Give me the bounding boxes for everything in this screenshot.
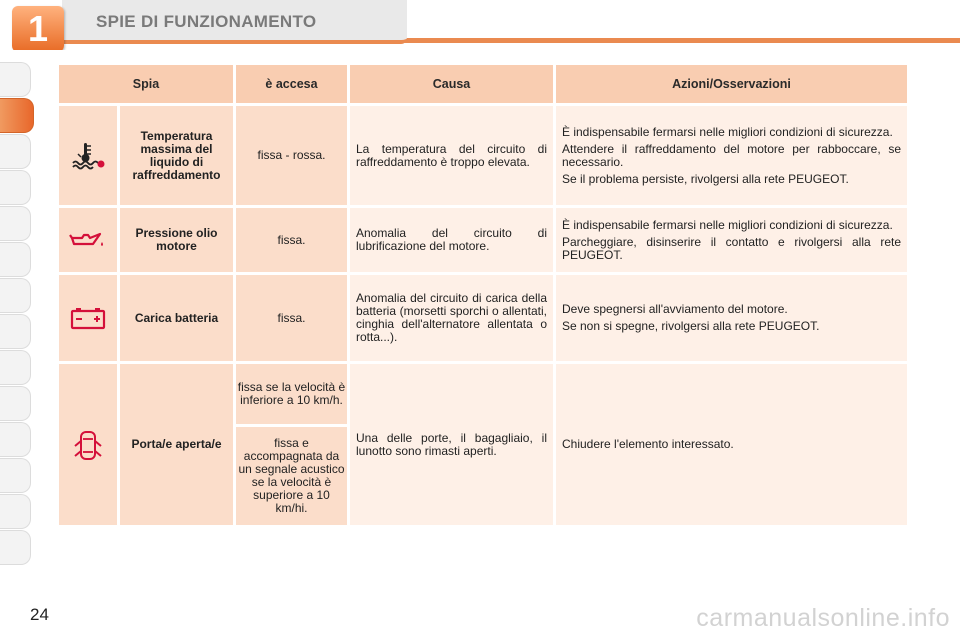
table-header-row <box>59 65 907 103</box>
thumb-tab[interactable] <box>0 350 31 385</box>
action-text: È indispensabile fermarsi nelle migliori condizioni di sicurezza. <box>562 217 893 232</box>
column-header-azioni: Azioni/Osservazioni <box>556 65 907 103</box>
oil-pressure-icon <box>59 208 117 272</box>
thumb-tab[interactable] <box>0 206 31 241</box>
warning-state: fissa e accompagnata da un segnale acustico se la velocità è superiore a 10 km/hi. <box>236 427 347 525</box>
warning-cause: La temperatura del circuito di raffreddamento è troppo elevata. <box>350 106 553 205</box>
thumb-tab[interactable] <box>0 314 31 349</box>
warning-name: Carica batteria <box>120 275 233 361</box>
warning-cause: Anomalia del circuito di lubrificazione del motore. <box>350 208 553 272</box>
warning-lights-table <box>56 62 910 528</box>
table-row <box>59 364 907 424</box>
thumb-tab[interactable] <box>0 386 31 421</box>
warning-cause: Una delle porte, il bagagliaio, il lunotto sono rimasti aperti. <box>350 364 553 525</box>
action-text: Parcheggiare, disinserire il contatto e rivolgersi alla rete PEUGEOT. <box>562 234 901 262</box>
thumb-tab[interactable] <box>0 170 31 205</box>
thumb-tab[interactable] <box>0 530 31 565</box>
action-text: È indispensabile fermarsi nelle migliori condizioni di sicurezza. <box>562 124 893 139</box>
column-header-spia: Spia <box>59 65 233 103</box>
thumb-tab[interactable] <box>0 278 31 313</box>
door-open-icon <box>59 364 117 525</box>
thumb-tab[interactable] <box>0 62 31 97</box>
action-text: Deve spegnersi all'avviamento del motore. <box>562 302 788 316</box>
warning-actions <box>556 208 907 272</box>
warning-name: Pressione olio motore <box>120 208 233 272</box>
warning-actions <box>556 106 907 205</box>
table-row <box>59 106 907 205</box>
page-number: 24 <box>30 605 49 624</box>
watermark: carmanualsonline.info <box>696 604 950 632</box>
thumb-tab[interactable] <box>0 422 31 457</box>
warning-cause: Anomalia del circuito di carica della batteria (morsetti sporchi o allentati, cinghia dell'alternatore allentata o rotta...). <box>350 275 553 361</box>
thumb-tab-active[interactable] <box>0 98 34 133</box>
chapter-badge: 1 <box>12 6 64 50</box>
action-text: Se non si spegne, rivolgersi alla rete PEUGEOT. <box>562 319 820 333</box>
chapter-thumb-tabs <box>0 62 40 577</box>
thumb-tab[interactable] <box>0 494 31 529</box>
column-header-causa: Causa <box>350 65 553 103</box>
warning-state: fissa. <box>236 275 347 361</box>
section-title: SPIE DI FUNZIONAMENTO <box>96 12 317 31</box>
action-text: Se il problema persiste, rivolgersi alla rete PEUGEOT. <box>562 171 849 186</box>
thumb-tab[interactable] <box>0 458 31 493</box>
warning-name: Porta/e aperta/e <box>120 364 233 525</box>
action-text: Chiudere l'elemento interessato. <box>562 437 734 451</box>
battery-icon <box>59 275 117 361</box>
table-row <box>59 275 907 361</box>
column-header-accesa: è accesa <box>236 65 347 103</box>
warning-state: fissa - rossa. <box>236 106 347 205</box>
table-row <box>59 208 907 272</box>
action-text: Attendere il raffreddamento del motore per rabboccare, se necessario. <box>562 141 901 169</box>
warning-state: fissa se la velocità è inferiore a 10 km/h. <box>236 364 347 424</box>
coolant-temperature-icon <box>59 106 117 205</box>
warning-state: fissa. <box>236 208 347 272</box>
warning-actions <box>556 364 907 525</box>
warning-actions <box>556 275 907 361</box>
warning-name: Temperatura massima del liquido di raffreddamento <box>120 106 233 205</box>
page-header <box>0 0 960 50</box>
thumb-tab[interactable] <box>0 242 31 277</box>
thumb-tab[interactable] <box>0 134 31 169</box>
